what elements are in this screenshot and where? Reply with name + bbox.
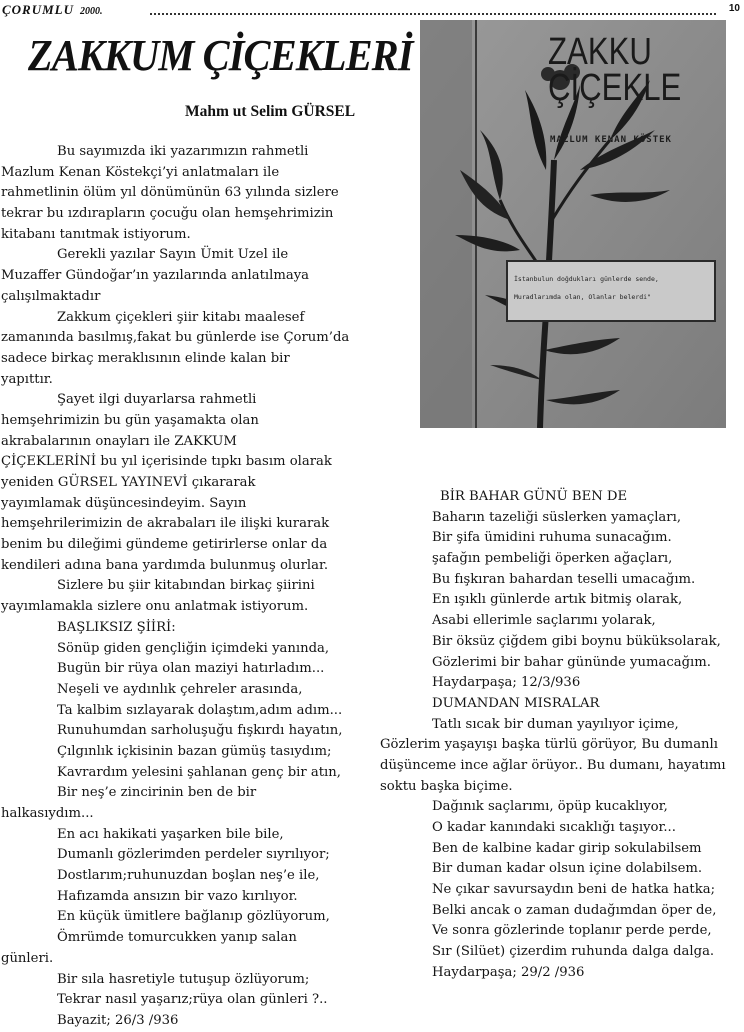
publication-name [2,2,103,18]
poem-title: BİR BAHAR GÜNÜ BEN DE [440,489,628,504]
paragraph-line: yapıttır. [1,371,53,387]
paragraph-line: zamanında basılmış,fakat bu günlerde ise Çorum’da [1,330,350,346]
poem-line: Tatlı sıcak bir duman yayılıyor içime, [432,716,679,732]
paragraph-line: tekrar bu ızdırapların çocuğu olan hemşehrimizin [1,206,334,222]
poem-line: Bu fışkıran bahardan teselli umacağım. [432,571,696,587]
poem-line: Bir neş’e zincirinin ben de bir [57,785,257,801]
poem-line: Ve sonra gözlerinde toplanır perde perde, [432,923,712,939]
poem-line: Gözlerim yaşayışı başka türlü görüyor, Bu dumanlı [380,737,718,753]
poem-line: Gözlerimi bir bahar gününde yumacağım. [432,654,711,670]
poem-line: Hafızamda ansızın bir vazo kırılıyor. [57,888,298,904]
poem-line: Dumanlı gözlerimden perdeler sıyrılıyor; [57,847,330,863]
poem-line: Ömrümde tomurcukken yanıp salan [57,930,297,946]
paragraph-line: yeniden GÜRSEL YAYINEVİ çıkararak [1,475,256,490]
paragraph-line: Muzaffer Gündoğar’ın yazılarında anlatılmaya [1,268,310,284]
poem-line: Bir duman kadar olsun içine dolabilsem. [432,861,703,877]
poem-signature: Haydarpaşa; 12/3/936 [432,675,581,691]
cover-quote-box [506,260,716,322]
paragraph-line: hemşehrimizin bu gün yaşamakta olan [1,412,259,428]
poem-line: En acı hakikati yaşarken bile bile, [57,826,284,842]
paragraph-line: çalışılmaktadır [1,288,101,304]
poem-line: Runuhumdan sarholuşuğu fışkırdı hayatın, [57,723,343,739]
poem-signature: Haydarpaşa; 29/2 /936 [432,964,585,980]
poem-line: Ne çıkar savursaydın beni de hatka hatka; [432,882,716,898]
book-cover-image [420,20,726,428]
poem-line: Dostlarım;ruhunuzdan boşlan neş’e ile, [57,868,320,884]
paragraph-line: sadece birkaç meraklısının elinde kalan bir [1,350,290,366]
poem-line: En küçük ümitlere bağlanıp gözlüyorum, [57,909,330,925]
right-column-text [380,487,744,984]
poem-line: Asabi ellerimle saçlarımı yolarak, [432,613,656,629]
poem-line: Bugün bir rüya olan maziyi hatırladım... [57,661,325,677]
poem-line: halkasıydım... [1,806,94,821]
paragraph-line: hemşehrilerimizin de akrabaları ile ilişki kurarak [1,516,330,532]
poem-line: Baharın tazeliği süslerken yamaçları, [432,509,682,525]
poem-line: düşünceme ince ağlar örüyor.. Bu dumanı, hayatımı [380,757,726,773]
paragraph-line: yayımlamakla sizlere onu anlatmak istiyorum. [1,599,309,615]
poem-line: Neşeli ve aydınlık çehreler arasında, [57,681,303,697]
poem-line: Belki ancak o zaman dudağımdan öper de, [432,902,717,918]
poem-line: O kadar kanındaki sıcaklığı taşıyor... [432,820,676,835]
poem-line: Kavrardım yelesini şahlanan genç bir atın, [57,764,341,780]
paragraph-line: yayımlamak düşüncesindeyim. Sayın [1,495,247,511]
poem-line: Tekrar nasıl yaşarız;rüya olan günleri ?.. [57,992,328,1008]
poem-line: Dağınık saçlarımı, öpüp kucaklıyor, [432,799,668,815]
paragraph-line: Mazlum Kenan Köstekçi’yi anlatmaları ile [1,164,280,180]
poem-line: Çılgınlık içkisinin bazan gümüş tasıydım; [57,743,332,759]
article-author: Mahm ut Selim GÜRSEL [185,103,356,120]
poem-line: Ta kalbim sızlayarak dolaştım,adım adım... [57,702,343,718]
poem-line: soktu başka biçime. [380,778,513,794]
left-column-text [1,142,376,1032]
paragraph-line: benim bu dileğimi gündeme getirirlerse onlar da [1,537,328,553]
poem-line: Bir sıla hasretiyle tutuşup özlüyorum; [57,971,310,987]
article-title: ZAKKUM ÇİÇEKLERİ [28,31,413,80]
poem-title: DUMANDAN MISRALAR [432,695,600,711]
paragraph-line: kitabanı tanıtmak istiyorum. [1,226,191,242]
paragraph-line: Gerekli yazılar Sayın Ümit Uzel ile [57,247,289,263]
poem-line: Ben de kalbine kadar girip sokulabilsem [432,840,702,856]
cover-title-line2: ÇİÇEKLE [548,67,682,109]
poem-signature: Bayazit; 26/3 /936 [57,1012,179,1028]
paragraph-line: Sizlere bu şiir kitabından birkaç şiirini [57,578,315,594]
paragraph-line: Şayet ilgi duyarlarsa rahmetli [57,392,257,408]
cover-title [548,31,682,109]
page-header [0,0,744,22]
poem-line: Bir şifa ümidini ruhuma sunacağım. [432,530,672,546]
poem-line: günleri. [1,950,54,966]
paragraph-line: Zakkum çiçekleri şiir kitabı maalesef [57,309,305,325]
paragraph-line: ÇİÇEKLERİNİ bu yıl içerisinde tıpkı basım olarak [1,454,332,470]
cover-quote-line1: İstanbulun doğdukları günlerde sende, [514,275,659,283]
paragraph-line: akrabalarının onayları ile ZAKKUM [1,433,237,449]
cover-title-line1: ZAKKU [548,31,652,73]
poem-line: Sır (Silüet) çizerdim ruhunda dalga dalga. [432,944,715,960]
cover-quote-line2: Muradlarımda olan, Olanlar belerdi" [514,293,651,301]
poem-title: BAŞLIKSIZ ŞİİRİ: [57,619,176,635]
paragraph-line: Bu sayımızda iki yazarımızın rahmetli [57,144,309,159]
publication-year: 2000. [80,6,103,17]
page-number: 10 [728,3,740,14]
paragraph-line: kendileri adına bana yardımda bulunmuş olurlar. [1,557,329,573]
header-dotted-rule [150,13,716,15]
poem-line: Sönüp giden gençliğin içimdeki yanında, [57,640,330,656]
poem-line: En ışıklı günlerde artık bitmiş olarak, [432,592,683,608]
publication-title: ÇORUMLU [2,2,75,17]
cover-author: MAZLUM KENAN KÖSTEK [550,135,672,145]
poem-line: Bir öksüz çiğdem gibi boynu büküksolarak, [432,633,721,649]
paragraph-line: rahmetlinin ölüm yıl dönümünün 63 yılında sizlere [1,185,339,201]
poem-line: şafağın pembeliği öperken ağaçları, [432,551,673,567]
